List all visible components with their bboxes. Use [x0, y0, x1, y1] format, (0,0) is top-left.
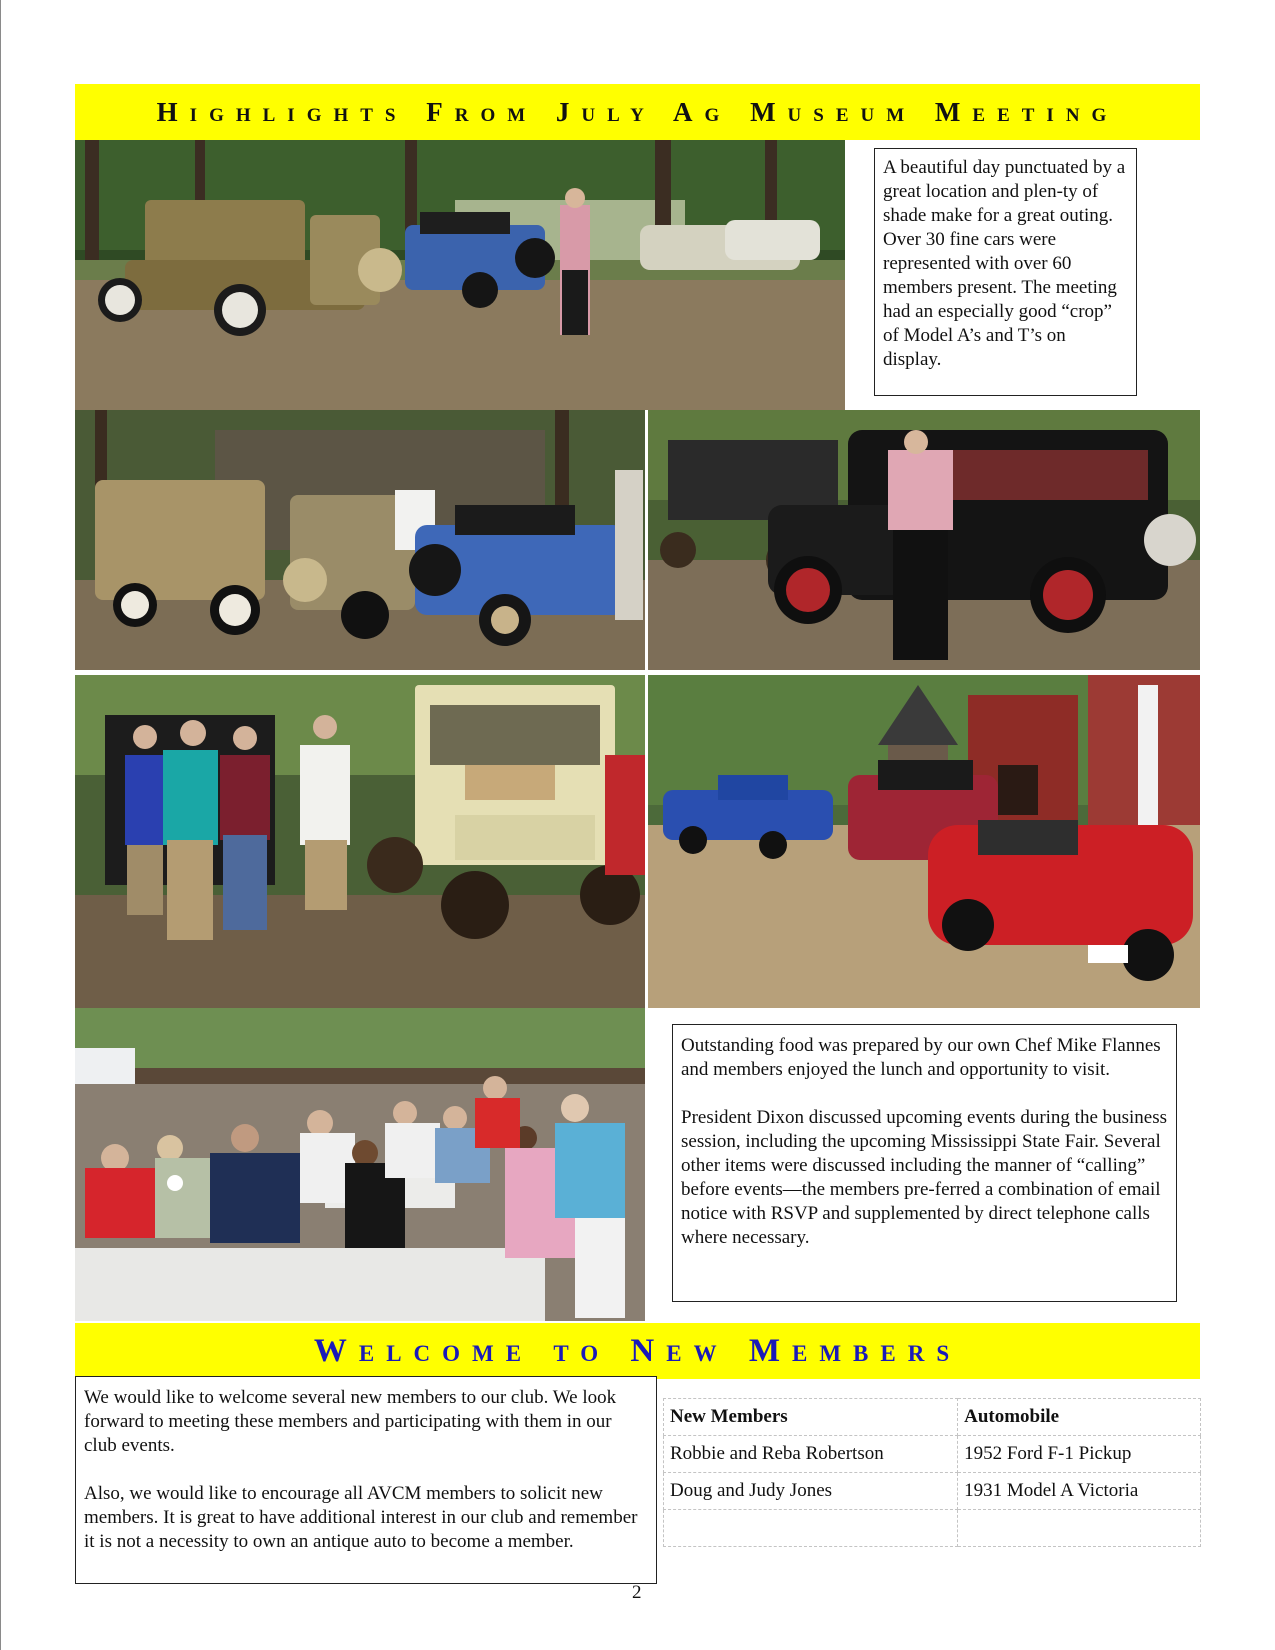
- member-name: [664, 1510, 958, 1547]
- welcome-banner: [75, 1323, 1200, 1379]
- lunch-textbox: [672, 1024, 1177, 1302]
- photo-model-t-truck: [75, 675, 645, 1008]
- welcome-paragraph-2: Also, we would like to encourage all AVCM members to solicit new members. It is great to have additional interest in our club and remember it is not a necessity to own an antique auto to become a member.: [84, 1483, 638, 1552]
- page-edge-line: [0, 0, 1, 1650]
- page-number: 2: [632, 1582, 642, 1603]
- photo-lunch-pavilion: [75, 1008, 645, 1321]
- member-automobile: 1952 Ford F-1 Pickup: [958, 1436, 1201, 1473]
- table-row: [664, 1510, 1201, 1547]
- new-members-table: [663, 1398, 1201, 1547]
- intro-paragraph: A beautiful day punctuated by a great location and plen-ty of shade make for a great outing. Over 30 fine cars were represented with over 60 members present. The meeting had an especially good “crop” of Model A’s and T’s on display.: [883, 157, 1126, 370]
- welcome-paragraph-1: We would like to welcome several new members to our club. We look forward to meeting these members and participating with them in our club events.: [84, 1387, 617, 1456]
- table-row: [664, 1473, 1201, 1510]
- photo-corvette: [648, 675, 1200, 1008]
- member-automobile: [958, 1510, 1201, 1547]
- welcome-textbox: [75, 1376, 657, 1584]
- member-automobile: 1931 Model A Victoria: [958, 1473, 1201, 1510]
- photo-cars-under-trees: [75, 140, 845, 410]
- header-new-members: New Members: [664, 1399, 958, 1436]
- table-header-row: [664, 1399, 1201, 1436]
- lunch-paragraph-2: President Dixon discussed upcoming events during the business session, including the upcoming Mississippi State Fair. Several other items were discussed including the manner of “calling” before events—the members pre-ferred a combination of email notice with RSVP and supplemented by direct telephone calls where necessary.: [681, 1107, 1168, 1248]
- lunch-paragraph-1: Outstanding food was prepared by our own Chef Mike Flannes and members enjoyed the lunch and opportunity to visit.: [681, 1035, 1161, 1080]
- table-row: [664, 1436, 1201, 1473]
- highlights-banner: [75, 84, 1200, 140]
- header-automobile: Automobile: [958, 1399, 1201, 1436]
- member-name: Doug and Judy Jones: [664, 1473, 958, 1510]
- intro-textbox: [874, 148, 1137, 396]
- photo-black-sedan: [648, 410, 1200, 670]
- highlights-title: Highlights From July Ag Museum Meeting: [156, 96, 1119, 127]
- member-name: Robbie and Reba Robertson: [664, 1436, 958, 1473]
- photo-model-a-row: [75, 410, 645, 670]
- welcome-title: Welcome to New Members: [313, 1332, 962, 1369]
